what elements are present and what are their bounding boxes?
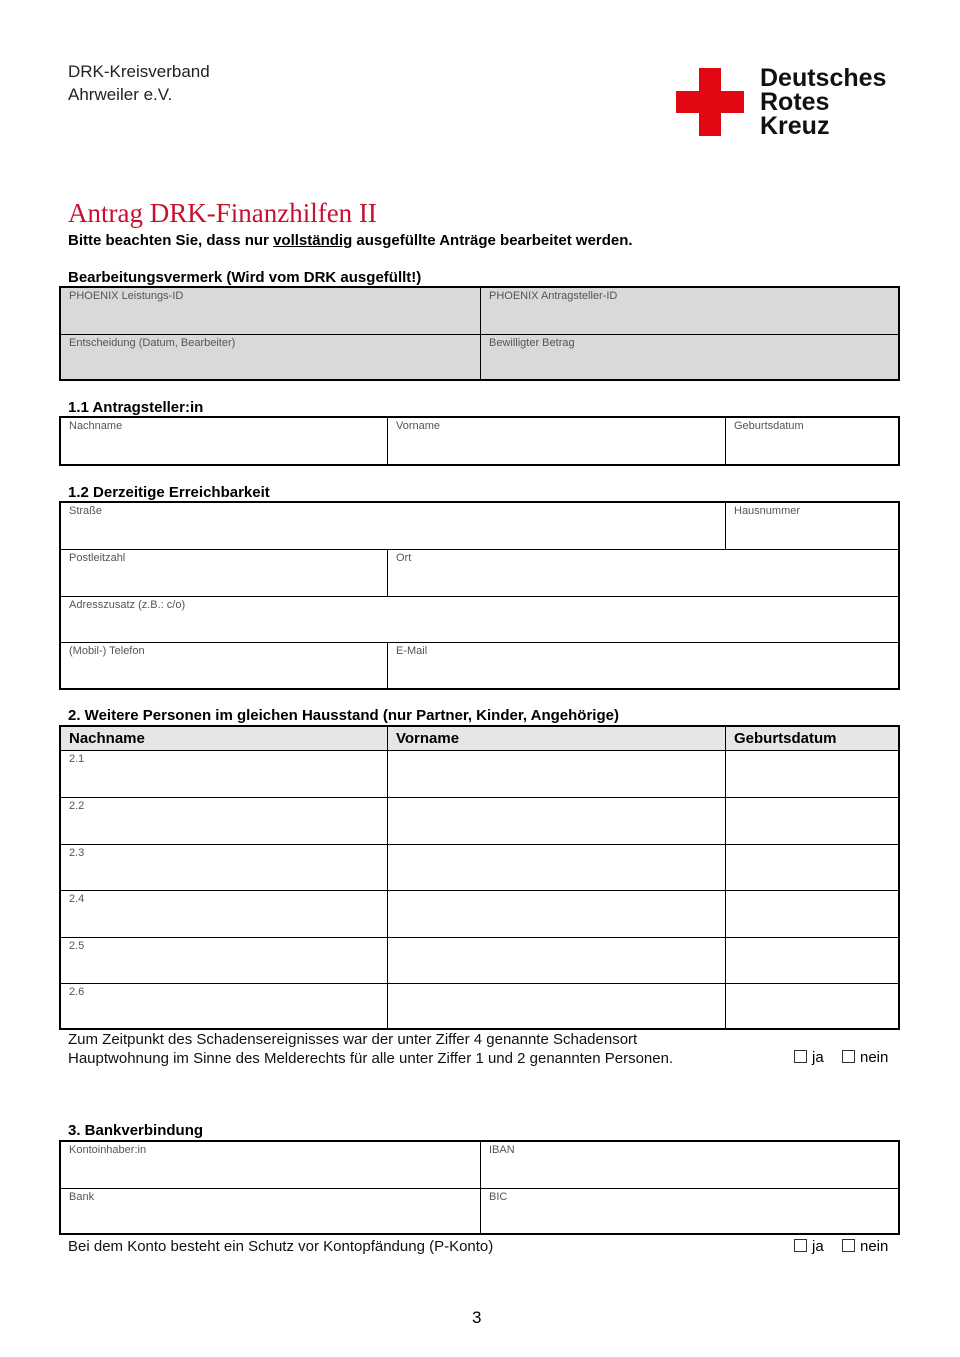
contact-heading: 1.2 Derzeitige Erreichbarkeit xyxy=(68,484,270,501)
postal-code-field[interactable]: Postleitzahl xyxy=(69,552,126,564)
city-field[interactable]: Ort xyxy=(396,552,412,564)
table-row-2-2[interactable]: 2.2 xyxy=(69,800,85,812)
house-number-field[interactable]: Hausnummer xyxy=(734,505,801,517)
email-field[interactable]: E-Mail xyxy=(396,645,428,657)
applicant-lastname-field[interactable]: Nachname xyxy=(69,420,123,432)
red-cross-icon xyxy=(676,68,744,136)
logo-line-2: Rotes xyxy=(760,88,830,116)
column-firstname: Vorname xyxy=(396,730,460,747)
office-box xyxy=(59,286,900,381)
street-field[interactable]: Straße xyxy=(69,505,103,517)
org-line-2: Ahrweiler e.V. xyxy=(68,85,173,104)
p-konto-no-option[interactable]: nein xyxy=(842,1238,888,1255)
office-field-leistungs-id[interactable]: PHOENIX Leistungs-ID xyxy=(69,290,184,302)
bank-box xyxy=(59,1140,900,1235)
column-birthdate: Geburtsdatum xyxy=(734,730,837,747)
bank-name-field[interactable]: Bank xyxy=(69,1191,95,1203)
checkbox-icon[interactable] xyxy=(842,1050,855,1063)
checkbox-icon[interactable] xyxy=(794,1239,807,1252)
p-konto-statement: Bei dem Konto besteht ein Schutz vor Kontopfändung (P-Konto) xyxy=(68,1238,494,1255)
bank-heading: 3. Bankverbindung xyxy=(68,1122,204,1139)
applicant-firstname-field[interactable]: Vorname xyxy=(396,420,441,432)
table-row-2-4[interactable]: 2.4 xyxy=(69,893,85,905)
organization-name xyxy=(68,60,210,106)
address-extra-field[interactable]: Adresszusatz (z.B.: c/o) xyxy=(69,599,186,611)
contact-box xyxy=(59,501,900,690)
office-field-antragsteller-id[interactable]: PHOENIX Antragsteller-ID xyxy=(489,290,618,302)
account-holder-field[interactable]: Kontoinhaber:in xyxy=(69,1144,147,1156)
logo-line-3: Kreuz xyxy=(760,112,830,140)
checkbox-icon[interactable] xyxy=(842,1239,855,1252)
completion-note: Bitte beachten Sie, dass nur vollständig ausgefüllte Anträge bearbeitet werden. xyxy=(68,232,633,249)
table-row-2-1[interactable]: 2.1 xyxy=(69,753,85,765)
office-field-entscheidung[interactable]: Entscheidung (Datum, Bearbeiter) xyxy=(69,337,236,349)
office-heading: Bearbeitungsvermerk (Wird vom DRK ausgefüllt!) xyxy=(68,269,422,286)
checkbox-icon[interactable] xyxy=(794,1050,807,1063)
page-number: 3 xyxy=(472,1308,482,1327)
household-heading: 2. Weitere Personen im gleichen Hausstand (nur Partner, Kinder, Angehörige) xyxy=(68,707,619,724)
logo-wordmark xyxy=(760,66,886,138)
column-lastname: Nachname xyxy=(69,730,145,747)
residence-yes-option[interactable]: ja xyxy=(794,1049,824,1066)
household-table xyxy=(59,725,900,1030)
form-title: Antrag DRK-Finanzhilfen II xyxy=(68,198,377,228)
bic-field[interactable]: BIC xyxy=(489,1191,508,1203)
table-row-2-5[interactable]: 2.5 xyxy=(69,940,85,952)
phone-field[interactable]: (Mobil-) Telefon xyxy=(69,645,145,657)
residence-statement: Zum Zeitpunkt des Schadensereignisses war der unter Ziffer 4 genannte Schadensort Hauptwohnung im Sinne des Melderechts für alle unter Ziffer 1 und 2 genannten Personen. xyxy=(68,1031,674,1067)
logo-line-1: Deutsches xyxy=(760,64,887,92)
applicant-heading: 1.1 Antragsteller:in xyxy=(68,399,204,416)
applicant-box xyxy=(59,416,900,466)
p-konto-yes-option[interactable]: ja xyxy=(794,1238,824,1255)
drk-logo xyxy=(676,64,896,140)
table-row-2-3[interactable]: 2.3 xyxy=(69,847,85,859)
applicant-birthdate-field[interactable]: Geburtsdatum xyxy=(734,420,804,432)
residence-no-option[interactable]: nein xyxy=(842,1049,888,1066)
iban-field[interactable]: IBAN xyxy=(489,1144,515,1156)
table-row-2-6[interactable]: 2.6 xyxy=(69,986,85,998)
office-field-betrag[interactable]: Bewilligter Betrag xyxy=(489,337,575,349)
org-line-1: DRK-Kreisverband xyxy=(68,62,210,81)
